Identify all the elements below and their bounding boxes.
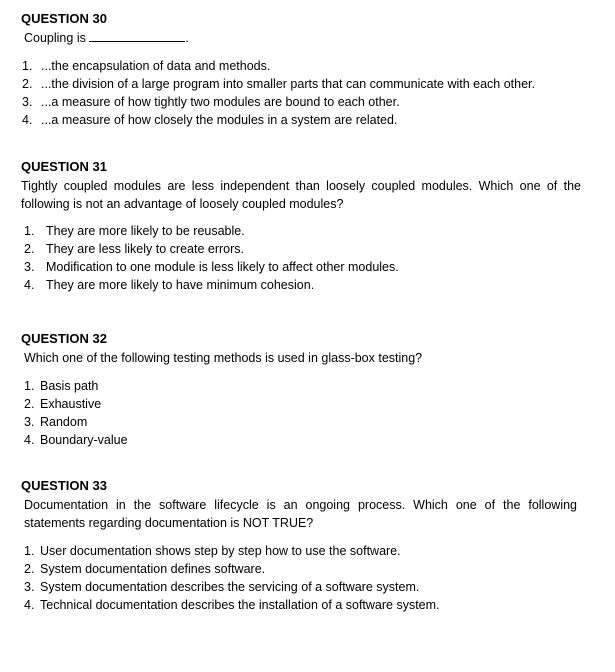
option-3[interactable] — [24, 258, 399, 276]
question-32-title: QUESTION 32 — [21, 331, 107, 346]
option-number: 4. — [24, 433, 35, 447]
option-text: They are more likely to be reusable. — [46, 224, 245, 238]
option-number: 1. — [24, 224, 35, 238]
option-4[interactable] — [24, 431, 128, 449]
option-number: 3. — [24, 260, 35, 274]
option-text: Boundary-value — [40, 433, 128, 447]
option-3[interactable] — [24, 413, 128, 431]
option-text: Exhaustive — [40, 397, 102, 411]
option-text: ...the encapsulation of data and methods. — [41, 59, 271, 73]
answer-blank — [89, 30, 185, 42]
option-text: Random — [40, 415, 88, 429]
option-number: 1. — [24, 544, 35, 558]
question-30-stem-suffix: . — [185, 31, 189, 45]
option-number: 1. — [22, 59, 33, 73]
question-30-stem-text: Coupling is — [24, 31, 86, 45]
question-33-options — [24, 542, 440, 614]
option-2[interactable] — [24, 395, 128, 413]
option-2[interactable] — [22, 75, 535, 93]
option-1[interactable] — [24, 377, 128, 395]
option-text: ...the division of a large program into smaller parts that can communicate with each other. — [41, 77, 535, 91]
question-30-title: QUESTION 30 — [21, 11, 107, 26]
option-number: 3. — [24, 580, 35, 594]
option-4[interactable] — [24, 276, 399, 294]
option-number: 3. — [22, 95, 33, 109]
question-30-options — [22, 57, 535, 129]
option-text: User documentation shows step by step how to use the software. — [40, 544, 401, 558]
option-1[interactable] — [24, 222, 399, 240]
option-1[interactable] — [24, 542, 440, 560]
question-31-stem: Tightly coupled modules are less independent than loosely coupled modules. Which one of the following is not an advantage of loosely coupled modules? — [21, 179, 581, 211]
question-33-stem: Documentation in the software lifecycle is an ongoing process. Which one of the following statements regarding documentation is NOT TRUE? — [24, 498, 577, 530]
option-text: They are more likely to have minimum cohesion. — [46, 278, 315, 292]
option-number: 2. — [24, 562, 35, 576]
option-number: 2. — [24, 242, 35, 256]
question-32-options — [24, 377, 128, 449]
option-number: 3. — [24, 415, 35, 429]
option-text: ...a measure of how tightly two modules are bound to each other. — [41, 95, 400, 109]
option-4[interactable] — [22, 111, 535, 129]
option-2[interactable] — [24, 560, 440, 578]
option-number: 4. — [24, 598, 35, 612]
option-number: 2. — [22, 77, 33, 91]
question-30-stem — [24, 29, 584, 47]
question-32-stem: Which one of the following testing methods is used in glass-box testing? — [24, 351, 423, 365]
option-number: 4. — [24, 278, 35, 292]
option-3[interactable] — [24, 578, 440, 596]
option-text: ...a measure of how closely the modules in a system are related. — [41, 113, 398, 127]
option-text: They are less likely to create errors. — [46, 242, 244, 256]
question-31-options — [24, 222, 399, 294]
option-number: 2. — [24, 397, 35, 411]
option-text: Modification to one module is less likely to affect other modules. — [46, 260, 399, 274]
option-4[interactable] — [24, 596, 440, 614]
option-1[interactable] — [22, 57, 535, 75]
option-text: Basis path — [40, 379, 99, 393]
option-text: System documentation describes the servicing of a software system. — [40, 580, 420, 594]
option-text: Technical documentation describes the installation of a software system. — [40, 598, 440, 612]
option-text: System documentation defines software. — [40, 562, 266, 576]
option-3[interactable] — [22, 93, 535, 111]
question-33-title: QUESTION 33 — [21, 478, 107, 493]
option-2[interactable] — [24, 240, 399, 258]
option-number: 1. — [24, 379, 35, 393]
option-number: 4. — [22, 113, 33, 127]
question-31-title: QUESTION 31 — [21, 159, 107, 174]
